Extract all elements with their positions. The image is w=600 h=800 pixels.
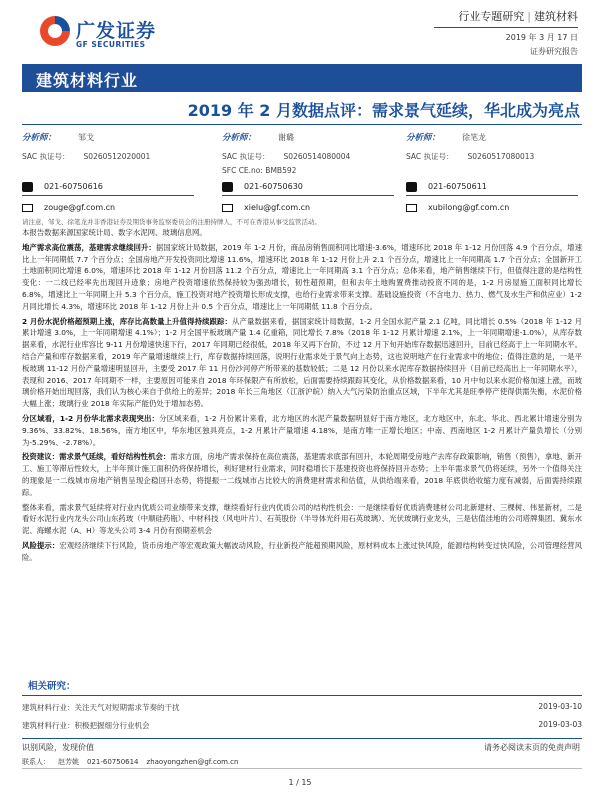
- paragraph: [22, 316, 582, 410]
- paragraph-lead: 地产需求高位震荡，基建需求继续回升：: [22, 242, 156, 252]
- sector-banner-label: 建筑材料行业: [36, 71, 139, 90]
- analyst-sfc: [406, 166, 586, 176]
- report-body: [22, 227, 582, 567]
- footer-slogan: 识别风险，发现价值: [22, 743, 94, 752]
- email-icon: [222, 204, 233, 212]
- analyst-email[interactable]: xubilong@gf.com.cn: [428, 203, 510, 212]
- paragraph-text: 需求方面，房地产需求保持在高位震荡，基建需求底部有回升，本轮周期受房地产去库存政策影响，销售（预售），拿地、新开工、施工等滞后性较大，上半年预计施工面积仍将保持增长，利好建材行业需求，同时稳增长下基建投资也将保持回升态势；上半年需求景气仍将延续，另外一个值得关注的现象是一二线城市房地产销售呈现企稳回升态势，将提振一二线城市占比较大的消费建材需求和估值，从供给端来看，2018 年底供给收缩力度有减弱，后面需持续跟踪。: [22, 452, 582, 497]
- analyst-name: 徐笔龙: [462, 133, 487, 142]
- phone-icon: [22, 182, 33, 192]
- report-subtitle: 证券研究报告: [530, 47, 578, 56]
- analyst-divider: [22, 195, 194, 196]
- paragraph: [22, 227, 582, 239]
- paragraph-text: 据国家统计局数据，2019 年 1-2 月份，商品房销售面积同比增速-3.6%，增速环比 2018 年 1-12 月份回落 4.9 个百分点，增速比上一年同期低 7.7 个百分点；全国房地产开发投资同比增速 11.6%，增速环比 2018 年 1-12 月份上升 2.1 个百分点，增速比上一年同期高 1.7 个百分点；全国新开工土地面积同比增速 6.0%，增速环比 2018 年 1-12 月份回落 11.2 个百分点，增速比上一年同期高 3.1 个百分点；总体来看，地产销售继续下行，但值得注意的是结构性变化：一二线已经率先出现回升迹象；房地产投资增速依然保持较为强劲增长，韧性超预期，但和去年土地购置费推动投资不同的是，1-2 月房屋施工面积同比增长 6.8%，增速比上一年同期上升 5.3 个百分点，施工投资对地产投资增长形成支撑，也给行业需求带来支撑。基础设施投资（不含电力、热力、燃气及水生产和供应业）1-2 月同比增长 4.3%，增速环比 2018 年 1-12 月份上升 0.5 个百分点，增速比上一年同期低 11.8 个百分点。: [22, 242, 582, 311]
- analyst-label: 分析师：: [22, 133, 57, 143]
- brand-name-cn: 广发证券: [76, 20, 157, 42]
- paragraph-text: 宏观经济继续下行风险，货币房地产等宏观政策大幅波动风险，行业新投产能超预期风险，原材料成本上涨过快风险，能源结构转变过快风险，公司管理经营风险。: [22, 540, 582, 562]
- paragraph: [22, 540, 582, 564]
- email-icon: [22, 204, 33, 212]
- paragraph-lead: 2 月份水泥价格超预期上涨，库存比高数量上升值得持续跟踪：: [22, 316, 233, 326]
- footer-divider-2: [22, 768, 582, 769]
- related-item[interactable]: [22, 702, 582, 713]
- sac-label: SAC 执证号：: [222, 152, 270, 161]
- analyst-phone: 021-60750630: [244, 182, 303, 191]
- analyst-card: [406, 131, 586, 216]
- analyst-phone: 021-60750616: [44, 182, 103, 191]
- analyst-divider: [222, 195, 394, 196]
- contact-email[interactable]: zhaoyongzhen@gf.com.cn: [146, 758, 239, 766]
- analyst-sac: [406, 151, 586, 162]
- paragraph: [22, 502, 582, 537]
- analyst-divider: [406, 195, 578, 196]
- analyst-label: 分析师：: [222, 133, 257, 143]
- regulatory-disclaimer: 请注意，邹戈、徐笔龙并非香港证券及期货事务监察委员会的注册持牌人，不可在香港从事受监管活动。: [22, 218, 321, 226]
- related-item-title[interactable]: 建筑材料行业：积极把握细分行业机会: [22, 721, 150, 730]
- report-sector: 建筑材料: [534, 10, 578, 23]
- contact-phone: 021-60750614: [87, 758, 139, 766]
- header-meta: [458, 8, 578, 57]
- contact-name: 赵芳姚: [58, 758, 79, 766]
- related-divider: [22, 695, 582, 696]
- related-item[interactable]: [22, 720, 582, 731]
- brand-logo: [38, 14, 188, 54]
- title-divider: [22, 124, 582, 125]
- footer-divider: [22, 738, 582, 739]
- footer-contact: [22, 757, 246, 767]
- page-number: 1 / 15: [288, 778, 312, 787]
- report-category: 行业专题研究 | 建筑材料: [458, 10, 578, 23]
- related-title: 相关研究：: [28, 681, 76, 692]
- paragraph-text: 整体来看，需求景气延续将对行业内优质公司业绩带来支撑，继续看好行业内优质公司的结构性机会：一是继续看好优质消费建材公司北新建材、三棵树、伟星新材，二是看好水泥行业内龙头公司山东药玻（中顺硅药瓶）、中材科技（风电叶片）、石英股份（半导体光纤用石英玻璃）、光伏玻璃行业龙头，三是估值洼地的公司塔牌集团、冀东水泥、海螺水泥（A、H）等龙头公司 3-4 月份有预期差机会: [22, 502, 582, 536]
- sac-number: S0260514080004: [283, 152, 351, 161]
- paragraph-text: 本报告数据来源国家统计局、数字水泥网、玻璃信息网。: [22, 228, 207, 237]
- related-item-title[interactable]: 建筑材料行业：关注天气对短期需求节奏的干扰: [22, 703, 180, 712]
- analyst-name: 邹戈: [78, 133, 95, 142]
- paragraph: [22, 413, 582, 448]
- analyst-name: 谢璐: [278, 133, 295, 142]
- paragraph-lead: 投资建议：需求景气延续，看好结构性机会：: [22, 452, 171, 462]
- paragraph-text: 分区域来看，1-2 月份累计来看，北方地区的水泥产量数据明显好于南方地区，北方地区中，东北、华北、西北累计增速分别为 9.36%、33.82%、18.56%，南方地区中，华东地区独具亮点，1-2 月累计产量增速 4.18%，是南方唯一正增长地区；中南、西南地区 1-2 月累计产量负增长（分别为-5.29%、-2.78%）。: [22, 413, 582, 447]
- sac-number: S0260512020001: [83, 152, 151, 161]
- analyst-card: [222, 131, 402, 216]
- paragraph-lead: 风险提示：: [22, 540, 60, 550]
- related-research: [22, 678, 582, 730]
- paragraph-text: 从产量数据来看，据国家统计局数据，1-2 月全国水泥产量 2.1 亿吨，同比增长 0.5%（2018 年 1-12 月累计增速 3.0%，上一年同期增速 4.1%）；1-2 月全国平板玻璃产量 1.4 亿重箱，同比增长 7.8%（2018 年 1-12 月累计增速 2.1%，上一年同期增速-1.0%），从库存数据来看，水泥行业库容比 9-11 月份增速快速下行，2017 年同期已经很低，2018 年又再下台阶，不过 12 月下旬开始库存数据迅速回升，目前已经高于上一年同期水平。结合产量和库存数据来看，2019 年产量增速继续上行，库存数据持续回落，说明行业需求处于景气向上态势，这也说明地产在行业需求中的地位；值得注意的是，一是平板玻璃 11-12 月份产量增速明显回升，主要受 2017 年 11 月份沙河停产所带来的基数较低；二是 12 月份以来水泥库存数据持续回升（目前已经高出上一年同期水平），表现和 2016、2017 年同期不一样，主要原因可能来自 2018 年环保限产有所放松，后面需要持续跟踪其变化，从价格数据来看，10 月中旬以来水泥价格加速上涨，而玻璃价格开始出现回落，我们认为核心来自于供给上的差异；2018 年长三角地区（江浙沪皖）纳入大气污染防治重点区域，下半年尤其是旺季停产使得供需失衡，水泥价格大幅上涨；玻璃行业 2018 年实际产能仍处于增加态势。: [22, 316, 582, 409]
- analyst-sac: [22, 151, 202, 162]
- analyst-email[interactable]: zouge@gf.com.cn: [44, 203, 116, 212]
- contact-label: 联系人：: [22, 758, 50, 766]
- page-header: [0, 0, 600, 62]
- sac-label: SAC 执证号：: [406, 152, 454, 161]
- sac-number: S0260517080013: [467, 152, 535, 161]
- report-type: 行业专题研究: [458, 10, 525, 23]
- gf-logo-icon: [38, 14, 72, 48]
- phone-icon: [406, 182, 417, 192]
- sac-label: SAC 执证号：: [22, 152, 70, 161]
- analyst-label: 分析师：: [406, 133, 441, 143]
- sector-banner: [22, 64, 582, 92]
- brand-name-en: GF SECURITIES: [76, 40, 146, 49]
- related-item-date: 2019-03-10: [538, 702, 582, 711]
- header-divider: [434, 27, 578, 28]
- paragraph-lead: 分区域看，1-2 月份华北需求表现突出：: [22, 413, 160, 423]
- analyst-sfc: SFC CE.no: BMB592: [222, 166, 297, 175]
- footer-disclaimer-note: 请务必阅读末页的免责声明: [484, 743, 580, 752]
- paragraph: [22, 451, 582, 498]
- analyst-sac: [222, 151, 402, 162]
- analyst-card: [22, 131, 202, 216]
- analyst-sfc: [22, 166, 202, 176]
- report-title: 2019 年 2 月数据点评：需求景气延续，华北成为亮点: [187, 101, 580, 120]
- related-item-date: 2019-03-03: [538, 720, 582, 729]
- analyst-phone: 021-60750611: [428, 182, 487, 191]
- report-date: 2019 年 3 月 17 日: [505, 33, 578, 42]
- phone-icon: [222, 182, 233, 192]
- paragraph: [22, 242, 582, 313]
- analyst-email[interactable]: xielu@gf.com.cn: [244, 203, 311, 212]
- email-icon: [406, 204, 417, 212]
